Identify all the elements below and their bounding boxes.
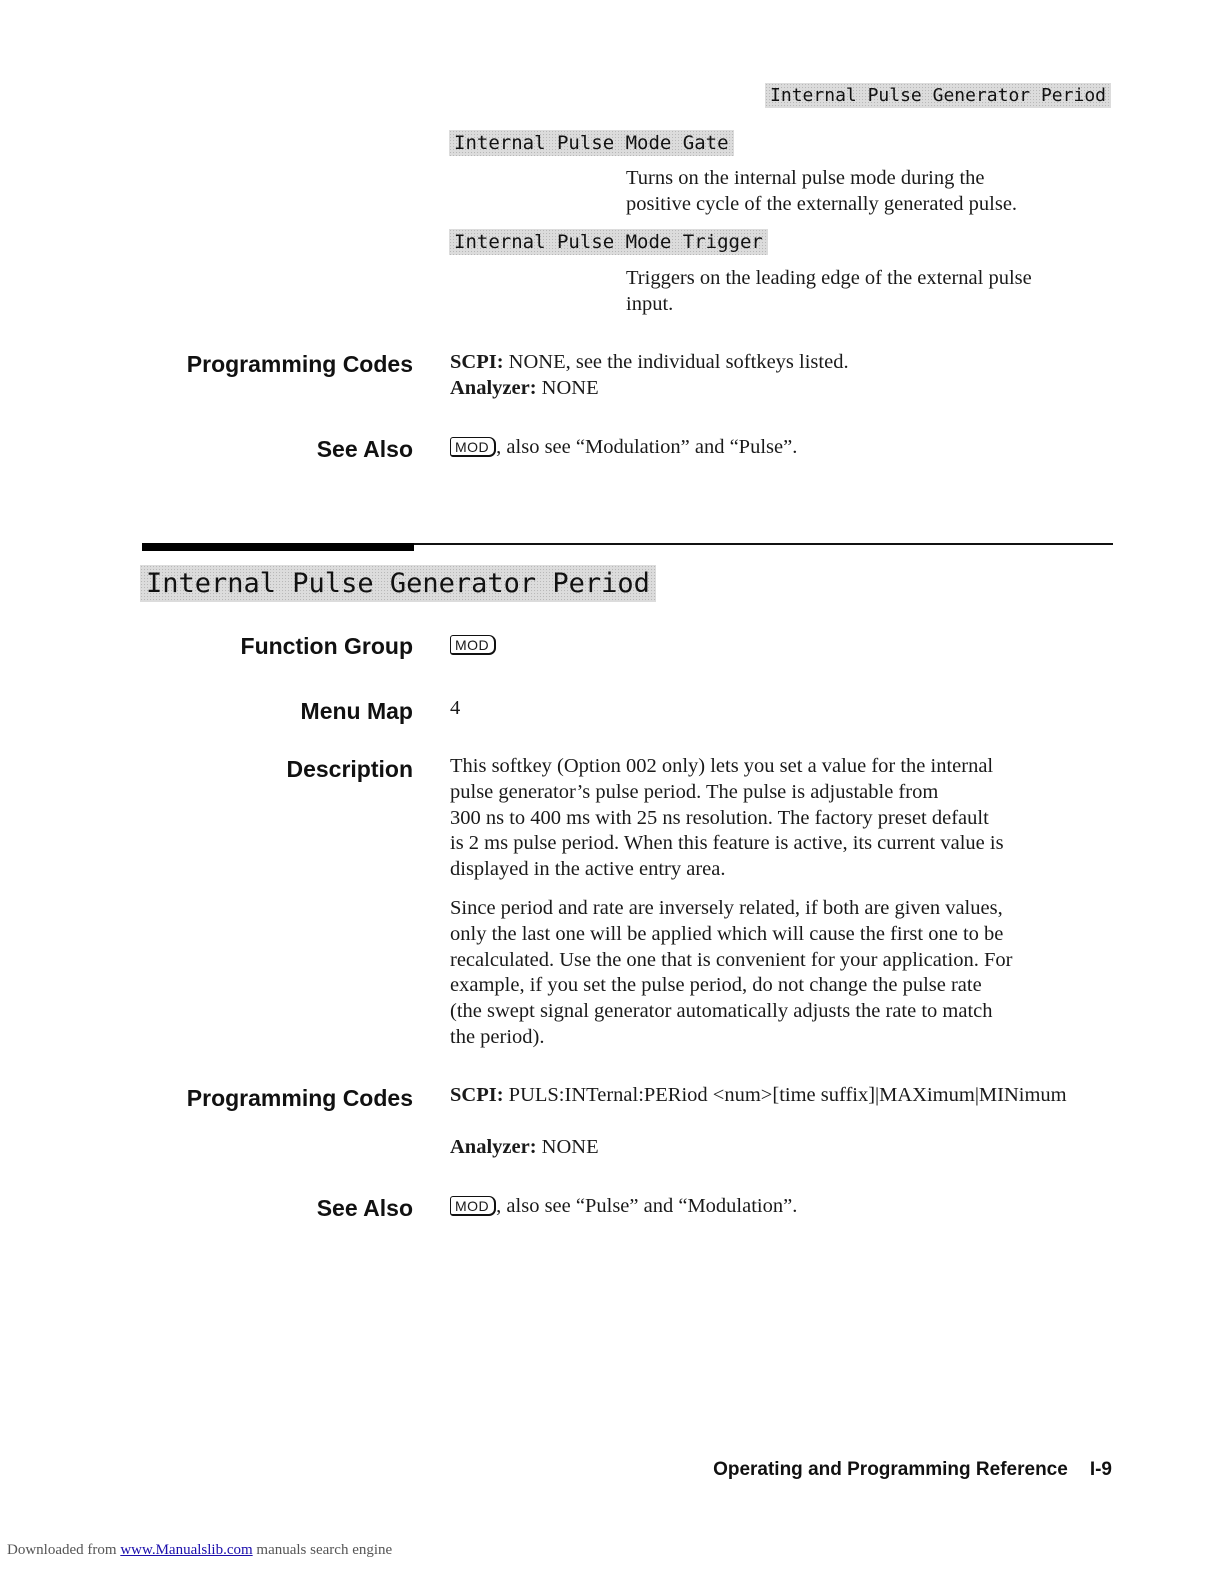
trigger-desc-line: input. [626, 292, 674, 315]
description-line: displayed in the active entry area. [450, 858, 726, 881]
softkey-internal-pulse-mode-trigger: Internal Pulse Mode Trigger [449, 229, 768, 255]
description-line: pulse generator’s pulse period. The pulse is adjustable from [450, 780, 939, 803]
see-also-label: See Also [316, 1195, 413, 1221]
description-line: the period). [450, 1025, 545, 1048]
analyzer-line [450, 1135, 599, 1161]
function-group-label: Function Group [240, 633, 413, 659]
description-line: (the swept signal generator automatically adjusts the rate to match [450, 1000, 993, 1023]
section-divider-bar [142, 543, 414, 551]
function-group-value [450, 633, 496, 659]
softkey-internal-pulse-mode-gate: Internal Pulse Mode Gate [449, 130, 734, 156]
mod-key: MOD [450, 1196, 496, 1216]
running-header: Internal Pulse Generator Period [765, 83, 1111, 108]
manualslib-link[interactable]: www.Manualslib.com [120, 1542, 253, 1558]
description-paragraph-2 [450, 896, 1012, 1051]
section-title: Internal Pulse Generator Period [140, 565, 656, 602]
programming-codes-content [450, 350, 849, 402]
page-number: I-9 [1089, 1459, 1112, 1480]
scpi-value: NONE, see the individual softkeys listed. [508, 351, 849, 373]
description-line: 300 ns to 400 ms with 25 ns resolution. The factory preset default [450, 806, 989, 829]
mod-key: MOD [450, 437, 496, 457]
scpi-label: SCPI: [450, 1084, 504, 1106]
trigger-desc-line: Triggers on the leading edge of the external pulse [626, 267, 1032, 289]
analyzer-label: Analyzer: [450, 376, 537, 399]
description-line: only the last one will be applied which will cause the first one to be [450, 922, 1004, 945]
description-label: Description [286, 756, 413, 782]
mod-key: MOD [450, 635, 496, 655]
scpi-label: SCPI: [450, 351, 504, 373]
menu-map-label: Menu Map [300, 698, 413, 724]
description-line: This softkey (Option 002 only) lets you set a value for the internal [450, 755, 994, 777]
gate-description [626, 166, 1017, 218]
menu-map-value: 4 [450, 697, 461, 719]
see-also-text: , also see “Pulse” and “Modulation”. [496, 1195, 798, 1217]
download-suffix: manuals search engine [252, 1542, 393, 1558]
description-line: example, if you set the pulse period, do not change the pulse rate [450, 974, 982, 997]
see-also-text: , also see “Modulation” and “Pulse”. [496, 436, 798, 458]
see-also-content [450, 1194, 797, 1220]
description-line: recalculated. Use the one that is convenient for your application. For [450, 948, 1013, 971]
analyzer-label: Analyzer: [450, 1136, 537, 1158]
description-line: is 2 ms pulse period. When this feature is active, its current value is [450, 832, 1004, 855]
gate-desc-line: Turns on the internal pulse mode during the [626, 167, 985, 189]
description-line: Since period and rate are inversely related, if both are given values, [450, 897, 1003, 919]
page-footer [713, 1459, 1112, 1481]
programming-codes-label: Programming Codes [186, 1085, 413, 1111]
description-paragraph-1 [450, 754, 1004, 883]
analyzer-value: NONE [541, 376, 599, 399]
analyzer-value: NONE [541, 1136, 599, 1158]
scpi-command: PULS:INTernal:PERiod <num>[time suffix]|MAXimum|MINimum [508, 1084, 1067, 1106]
programming-codes-label: Programming Codes [186, 351, 413, 377]
see-also-label: See Also [316, 436, 413, 462]
trigger-description [626, 266, 1032, 318]
footer-title: Operating and Programming Reference [713, 1459, 1068, 1480]
scpi-line [450, 1083, 1067, 1109]
gate-desc-line: positive cycle of the externally generated pulse. [626, 192, 1018, 215]
see-also-content [450, 435, 797, 461]
download-notice [7, 1542, 392, 1559]
download-prefix: Downloaded from [7, 1542, 121, 1558]
